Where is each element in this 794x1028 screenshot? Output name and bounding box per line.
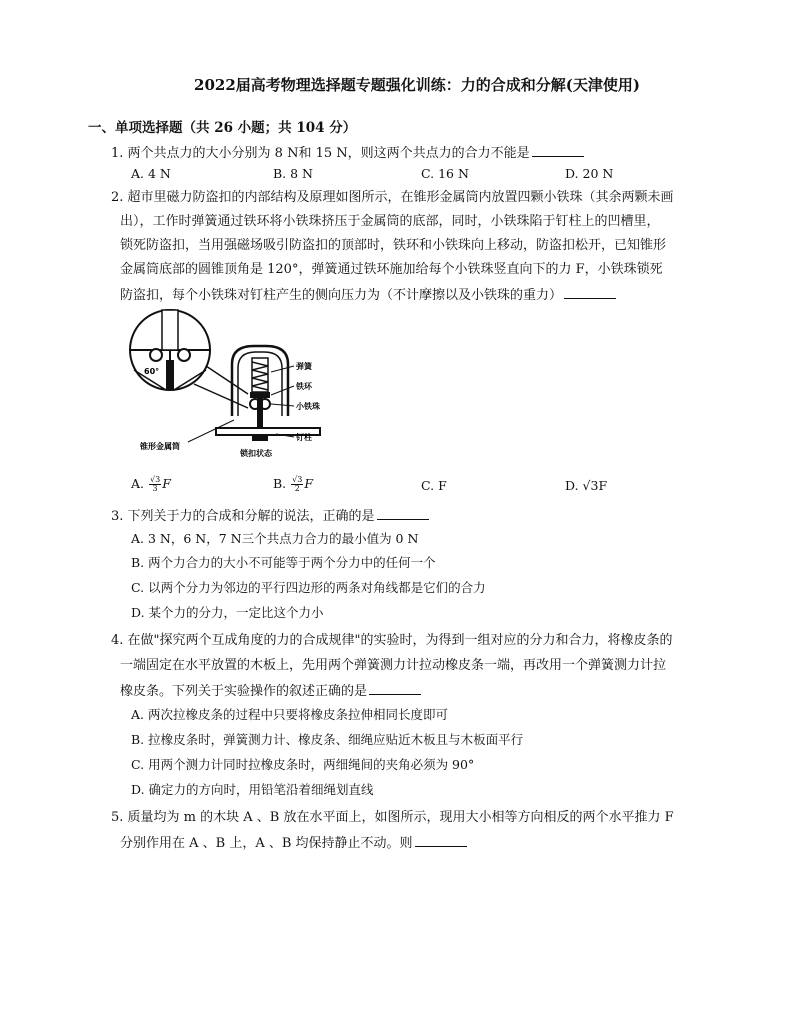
q4-option-b: B. 拉橡皮条时，弹簧测力计、橡皮条、细绳应贴近木板且与木板面平行 bbox=[131, 732, 524, 747]
q2-answer-blank bbox=[564, 286, 616, 299]
q3-stem bbox=[111, 507, 429, 525]
q2-option-a-prefix: A. bbox=[131, 476, 145, 491]
q3-stem-text: 3. 下列关于力的合成和分解的说法，正确的是 bbox=[111, 509, 375, 524]
page-title: 2022届高考物理选择题专题强化训练：力的合成和分解(天津使用) bbox=[194, 76, 640, 94]
q4-option-a: A. 两次拉橡皮条的过程中只要将橡皮条拉伸相同长度即可 bbox=[131, 707, 448, 722]
q2-option-b-numerator: √3 bbox=[292, 475, 303, 484]
q2-option-b-prefix: B. bbox=[273, 476, 287, 491]
q2-line-4: 金属筒底部的圆锥顶角是 120°，弹簧通过铁环施加给每个小铁珠竖直向下的力 F，小铁珠锁死 bbox=[120, 262, 663, 277]
q4-answer-blank bbox=[369, 682, 421, 695]
q1-option-d: D. 20 N bbox=[565, 166, 614, 181]
pin-label: 钉柱 bbox=[296, 433, 312, 442]
q1-answer-blank bbox=[532, 144, 584, 157]
section-heading: 一、单项选择题（共 26 小题；共 104 分） bbox=[88, 120, 357, 136]
q4-line-2: 一端固定在水平放置的木板上，先用两个弹簧测力计拉动橡皮条一端，再改用一个弹簧测力计拉 bbox=[120, 658, 667, 673]
q2-option-a-variable: F bbox=[162, 476, 171, 491]
q1-option-c: C. 16 N bbox=[421, 166, 469, 181]
q4-line-1: 4. 在做"探究两个互成角度的力的合成规律"的实验时，为得到一组对应的分力和合力，将橡皮条的 bbox=[111, 633, 673, 648]
q1-option-a: A. 4 N bbox=[131, 166, 171, 181]
q2-line-5 bbox=[120, 286, 616, 304]
q2-option-b-denominator: 2 bbox=[294, 484, 300, 493]
q2-option-d: D. √3F bbox=[565, 478, 608, 493]
q4-line-3 bbox=[120, 682, 421, 700]
q2-line-1: 2. 超市里磁力防盗扣的内部结构及原理如图所示，在锥形金属筒内放置四颗小铁珠（其余两颗未画 bbox=[111, 190, 674, 205]
q3-option-b: B. 两个力合力的大小不可能等于两个分力中的任何一个 bbox=[131, 555, 436, 570]
q5-line-1: 5. 质量均为 m 的木块 A 、B 放在水平面上，如图所示，现用大小相等方向相反的两个水平推力 F bbox=[111, 810, 674, 825]
q3-option-a: A. 3 N，6 N，7 N三个共点力合力的最小值为 0 N bbox=[131, 531, 419, 546]
spring-label: 弹簧 bbox=[296, 362, 312, 371]
q1-option-b: B. 8 N bbox=[273, 166, 313, 181]
anti-theft-buckle-figure bbox=[126, 308, 366, 468]
q2-option-c: C. F bbox=[421, 478, 447, 493]
q2-line-3: 锁死防盗扣，当用强磁场吸引防盗扣的顶部时，铁环和小铁珠向上移动，防盗扣松开，已知锥形 bbox=[120, 238, 667, 253]
q2-line-2: 出），工作时弹簧通过铁环将小铁珠挤压于金属筒的底部，同时，小铁珠陷于钉柱上的凹槽里， bbox=[120, 214, 660, 229]
q4-line-3-text: 橡皮条。下列关于实验操作的叙述正确的是 bbox=[120, 684, 368, 699]
q5-answer-blank bbox=[415, 834, 467, 847]
iron-ring-label: 铁环 bbox=[296, 382, 312, 391]
iron-bead-label: 小铁珠 bbox=[296, 402, 320, 411]
q2-option-a-denominator: 3 bbox=[152, 484, 158, 493]
cone-label: 锥形金属筒 bbox=[140, 442, 180, 451]
q2-option-b-variable: F bbox=[304, 476, 314, 491]
q2-option-a-numerator: √3 bbox=[150, 475, 161, 484]
q2-option-b-fraction bbox=[291, 476, 303, 493]
q5-line-2-text: 分别作用在 A 、B 上，A 、B 均保持静止不动。则 bbox=[120, 836, 413, 851]
q2-option-a-fraction bbox=[149, 476, 161, 493]
q3-answer-blank bbox=[377, 507, 429, 520]
q2-option-a bbox=[131, 476, 171, 493]
spring bbox=[252, 358, 268, 392]
q1-stem-text: 1. 两个共点力的大小分别为 8 N和 15 N，则这两个共点力的合力不能是 bbox=[111, 146, 530, 161]
q3-option-c: C. 以两个分力为邻边的平行四边形的两条对角线都是它们的合力 bbox=[131, 580, 486, 595]
q5-line-2 bbox=[120, 834, 467, 852]
locked-state-label: 锁扣状态 bbox=[240, 449, 272, 458]
q4-option-d: D. 确定力的方向时，用铅笔沿着细绳划直线 bbox=[131, 782, 374, 797]
q1-stem bbox=[111, 144, 584, 162]
angle-label: 60° bbox=[144, 367, 160, 376]
q3-option-d: D. 某个力的分力，一定比这个力小 bbox=[131, 605, 324, 620]
q2-option-b bbox=[273, 476, 313, 493]
magnified-circle bbox=[130, 310, 210, 390]
q4-option-c: C. 用两个测力计同时拉橡皮条时，两细绳间的夹角必须为 90° bbox=[131, 757, 475, 772]
q2-line-5-text: 防盗扣，每个小铁珠对钉柱产生的侧向压力为（不计摩擦以及小铁珠的重力） bbox=[120, 288, 563, 303]
